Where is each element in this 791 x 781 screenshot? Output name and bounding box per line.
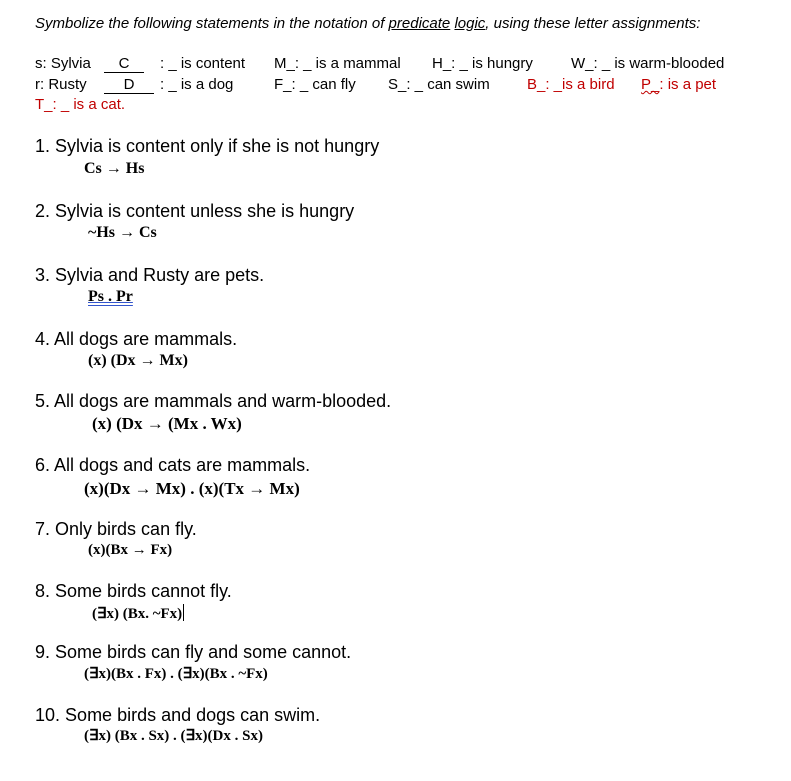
answer-2[interactable]: ~Hs → Cs (88, 224, 157, 241)
legend-hungry: H_: _ is hungry (432, 55, 533, 72)
question-4-text: All dogs are mammals. (54, 329, 238, 349)
question-7: 7. Only birds can fly. (35, 519, 197, 539)
legend-sylvia: s: Sylvia (35, 55, 91, 72)
legend-swim: S_: _ can swim (388, 76, 490, 93)
legend-cat: T_: _ is a cat. (35, 96, 126, 113)
question-10-text: Some birds and dogs can swim. (65, 705, 321, 725)
legend-dog: : _ is a dog (160, 76, 234, 93)
question-2-text: Sylvia is content unless she is hungry (55, 201, 355, 221)
question-5-text: All dogs are mammals and warm-blooded. (54, 391, 392, 411)
answer-5[interactable]: (x) (Dx → (Mx . Wx) (92, 414, 242, 433)
text-cursor (183, 604, 184, 621)
question-8: 8. Some birds cannot fly. (35, 581, 232, 601)
question-5: 5. All dogs are mammals and warm-blooded. (35, 391, 392, 411)
question-6-text: All dogs and cats are mammals. (54, 455, 311, 475)
question-2: 2. Sylvia is content unless she is hungry (35, 201, 355, 221)
legend-mammal: M_: _ is a mammal (274, 55, 401, 72)
question-7-text: Only birds can fly. (55, 519, 197, 539)
instructions-text-before: Symbolize the following statements in the notation of (35, 15, 389, 32)
legend-rusty-answer[interactable]: D (104, 76, 154, 94)
link-predicate[interactable]: predicate (388, 15, 451, 32)
question-4: 4. All dogs are mammals. (35, 329, 238, 349)
question-1: 1. Sylvia is content only if she is not hungry (35, 136, 380, 156)
question-9-text: Some birds can fly and some cannot. (55, 642, 352, 662)
question-3-text: Sylvia and Rusty are pets. (55, 265, 265, 285)
legend-rusty: r: Rusty (35, 76, 87, 93)
link-logic[interactable]: logic (454, 15, 486, 32)
answer-10[interactable]: (∃x) (Bx . Sx) . (∃x)(Dx . Sx) (84, 728, 263, 744)
question-10: 10. Some birds and dogs can swim. (35, 705, 321, 725)
legend-fly: F_: _ can fly (274, 76, 356, 93)
legend-pet: P_: is a pet (641, 76, 717, 93)
answer-4[interactable]: (x) (Dx → Mx) (88, 352, 188, 369)
question-9: 9. Some birds can fly and some cannot. (35, 642, 352, 662)
legend-sylvia-answer[interactable]: C (104, 55, 144, 73)
answer-7[interactable]: (x)(Bx → Fx) (88, 542, 173, 558)
question-1-text: Sylvia is content only if she is not hungry (55, 136, 380, 156)
answer-9[interactable]: (∃x)(Bx . Fx) . (∃x)(Bx . ~Fx) (84, 666, 268, 682)
answer-6[interactable]: (x)(Dx → Mx) . (x)(Tx → Mx) (84, 479, 300, 498)
legend-content: : _ is content (160, 55, 246, 72)
answer-1[interactable]: Cs → Hs (84, 160, 145, 177)
legend-bird: B_: _is a bird (527, 76, 615, 93)
answer-3[interactable]: Ps . Pr (88, 288, 133, 305)
legend-warm-blooded: W_: _ is warm-blooded (571, 55, 725, 72)
instructions-text-after: , using these letter assignments: (485, 15, 701, 32)
answer-8[interactable]: (∃x) (Bx. ~Fx) (92, 606, 183, 622)
instructions (35, 15, 700, 32)
question-8-text: Some birds cannot fly. (55, 581, 232, 601)
question-6: 6. All dogs and cats are mammals. (35, 455, 311, 475)
question-3: 3. Sylvia and Rusty are pets. (35, 265, 265, 285)
